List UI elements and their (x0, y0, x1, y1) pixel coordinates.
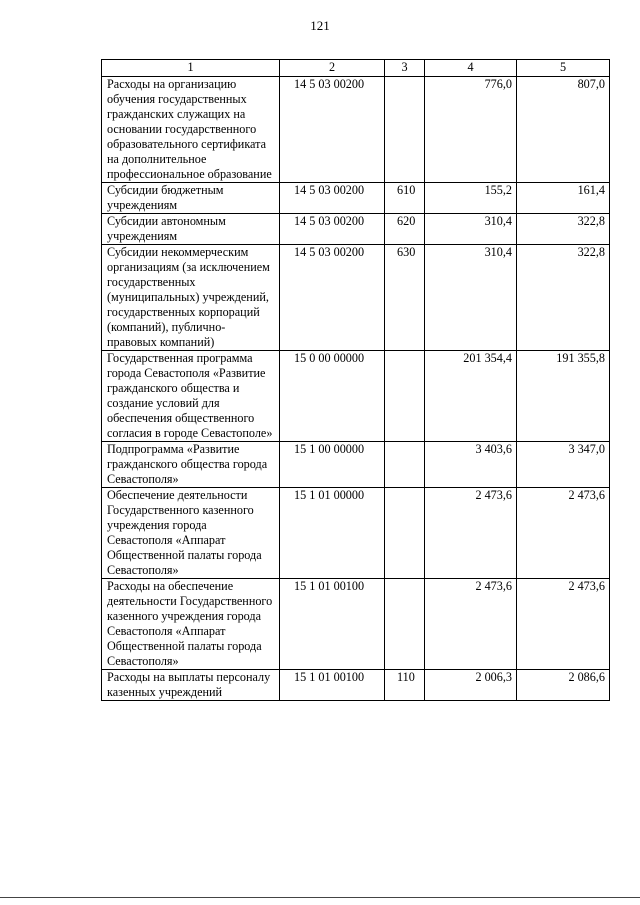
row-value-col5: 322,8 (517, 214, 610, 245)
row-description: Расходы на организацию обучения государственных гражданских служащих на основании государственного образовательного сертификата на дополнительное профессиональное образование (102, 77, 280, 183)
row-target-code: 15 0 00 00000 (280, 351, 385, 442)
row-target-code: 15 1 01 00100 (280, 670, 385, 701)
table-row (102, 579, 610, 670)
row-value-col4: 310,4 (425, 245, 517, 351)
row-value-col4: 2 473,6 (425, 579, 517, 670)
row-target-code: 14 5 03 00200 (280, 77, 385, 183)
row-description: Расходы на обеспечение деятельности Государственного казенного учреждения города Севастополя «Аппарат Общественной палаты города Севастополя» (102, 579, 280, 670)
table-header-row (102, 60, 610, 77)
table-row (102, 183, 610, 214)
row-value-col4: 3 403,6 (425, 442, 517, 488)
table-row (102, 77, 610, 183)
row-expense-type (385, 488, 425, 579)
row-value-col5: 322,8 (517, 245, 610, 351)
row-description: Субсидии автономным учреждениям (102, 214, 280, 245)
row-description: Подпрограмма «Развитие гражданского общества города Севастополя» (102, 442, 280, 488)
table-row (102, 488, 610, 579)
row-value-col5: 2 473,6 (517, 579, 610, 670)
page-number: 121 (310, 18, 330, 33)
row-target-code: 14 5 03 00200 (280, 214, 385, 245)
row-expense-type: 110 (385, 670, 425, 701)
table-row (102, 351, 610, 442)
row-expense-type: 630 (385, 245, 425, 351)
column-header-1: 1 (102, 60, 280, 77)
row-target-code: 15 1 00 00000 (280, 442, 385, 488)
row-value-col5: 2 473,6 (517, 488, 610, 579)
row-value-col4: 776,0 (425, 77, 517, 183)
row-value-col5: 161,4 (517, 183, 610, 214)
row-value-col4: 2 473,6 (425, 488, 517, 579)
row-description: Расходы на выплаты персоналу казенных учреждений (102, 670, 280, 701)
table-row (102, 214, 610, 245)
row-expense-type: 610 (385, 183, 425, 214)
row-value-col5: 191 355,8 (517, 351, 610, 442)
table-row (102, 442, 610, 488)
column-header-3: 3 (385, 60, 425, 77)
table-row (102, 245, 610, 351)
row-target-code: 15 1 01 00100 (280, 579, 385, 670)
row-target-code: 14 5 03 00200 (280, 245, 385, 351)
row-target-code: 15 1 01 00000 (280, 488, 385, 579)
row-value-col4: 2 006,3 (425, 670, 517, 701)
page-bottom-rule (0, 897, 640, 898)
row-expense-type (385, 351, 425, 442)
row-description: Обеспечение деятельности Государственного казенного учреждения города Севастополя «Аппарат Общественной палаты города Севастополя» (102, 488, 280, 579)
row-description: Субсидии бюджетным учреждениям (102, 183, 280, 214)
column-header-4: 4 (425, 60, 517, 77)
row-value-col5: 807,0 (517, 77, 610, 183)
row-description: Государственная программа города Севастополя «Развитие гражданского общества и создание условий для обеспечения общественного согласия в городе Севастополе» (102, 351, 280, 442)
row-expense-type (385, 77, 425, 183)
row-value-col4: 201 354,4 (425, 351, 517, 442)
row-value-col5: 2 086,6 (517, 670, 610, 701)
row-description: Субсидии некоммерческим организациям (за исключением государственных (муниципальных) учреждений, государственных корпораций (компаний), публично-правовых компаний) (102, 245, 280, 351)
column-header-5: 5 (517, 60, 610, 77)
row-value-col4: 155,2 (425, 183, 517, 214)
row-expense-type (385, 442, 425, 488)
row-expense-type (385, 579, 425, 670)
table-row (102, 670, 610, 701)
row-expense-type: 620 (385, 214, 425, 245)
column-header-2: 2 (280, 60, 385, 77)
row-target-code: 14 5 03 00200 (280, 183, 385, 214)
row-value-col5: 3 347,0 (517, 442, 610, 488)
row-value-col4: 310,4 (425, 214, 517, 245)
budget-table (101, 59, 610, 701)
